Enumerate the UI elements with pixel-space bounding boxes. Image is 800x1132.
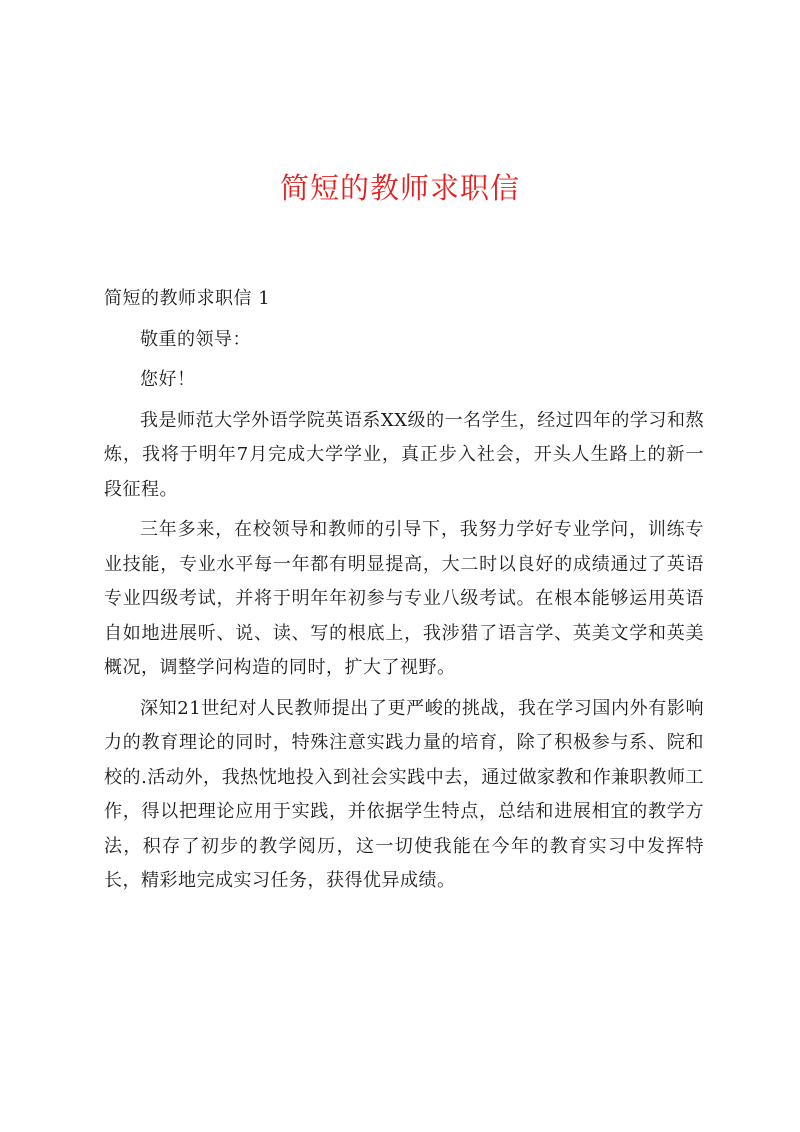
section-heading: 简短的教师求职信 1 <box>104 288 271 309</box>
document-title: 简短的教师求职信 <box>279 171 520 205</box>
greeting: 您好！ <box>140 369 196 390</box>
salutation: 敬重的领导： <box>140 328 251 350</box>
body-paragraph-3: 深知21世纪对人民教师提出了更严峻的挑战，我在学习国内外有影响力的教育理论的同时，特殊注意实践力量的培育，除了积极参与系、院和校的.活动外，我热忱地投入到社会实践中去，通过做家教和作兼职教师工作，得以把理论应用于实践，并依据学生特点，总结和进展相宜的教学方法，积存了初步的教学阅历，这一切使我能在今年的教育实习中发挥特长，精彩地完成实习任务，获得优异成绩。 <box>104 697 704 891</box>
body-paragraph-2: 三年多来，在校领导和教师的引导下，我努力学好专业学问，训练专业技能，专业水平每一年都有明显提高，大二时以良好的成绩通过了英语专业四级考试，并将于明年年初参与专业八级考试。在根本能够运用英语自如地进展听、说、读、写的根底上，我涉猎了语言学、英美文学和英美概况，调整学问构造的同时，扩大了视野。 <box>104 519 704 678</box>
body-paragraph-1: 我是师范大学外语学院英语系XX级的一名学生，经过四年的学习和熬炼，我将于明年7月完成大学学业，真正步入社会，开头人生路上的新一段征程。 <box>104 409 704 500</box>
document-body <box>104 282 704 905</box>
